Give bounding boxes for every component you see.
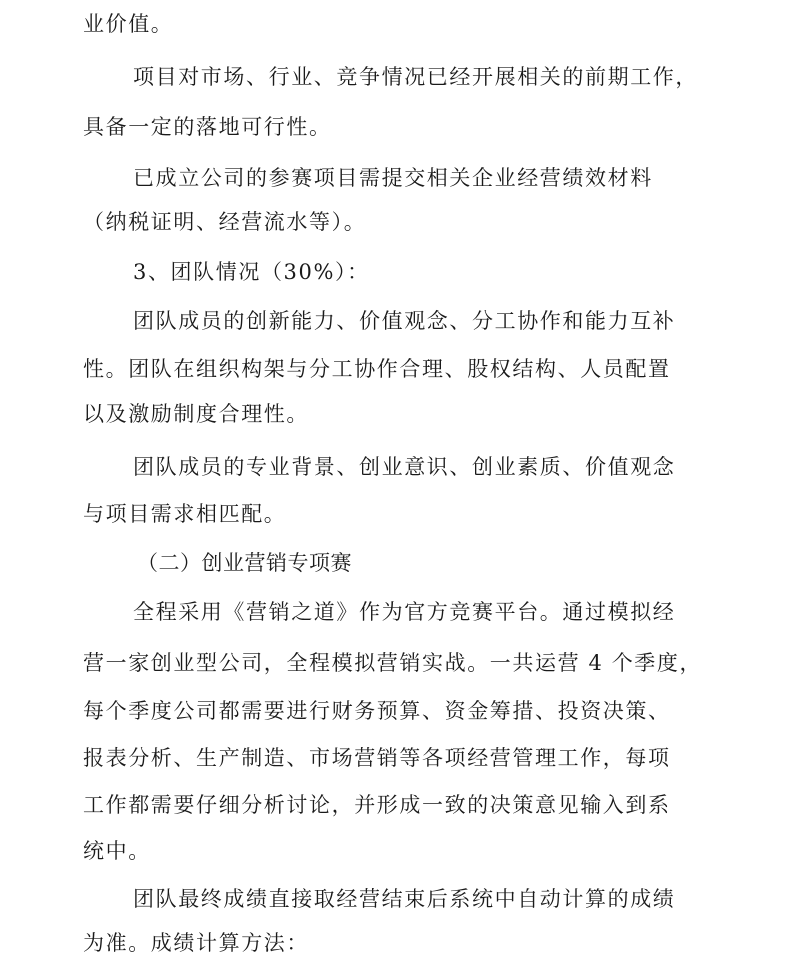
text-line: 统中。: [83, 839, 151, 863]
section-heading: 3、团队情况（30%）：: [133, 260, 370, 284]
text-line: 具备一定的落地可行性。: [83, 115, 332, 139]
text-line: 与项目需求相匹配。: [83, 502, 287, 526]
text-line: 为准。成绩计算方法：: [83, 931, 309, 955]
text-line: 全程采用《营销之道》作为官方竞赛平台。通过模拟经: [133, 600, 676, 624]
text-line: 每个季度公司都需要进行财务预算、资金筹措、投资决策、: [83, 699, 671, 723]
text-line: 团队最终成绩直接取经营结束后系统中自动计算的成绩: [133, 887, 676, 911]
section-heading: （二）创业营销专项赛: [137, 551, 352, 575]
text-line: 团队成员的专业背景、创业意识、创业素质、价值观念: [133, 455, 676, 479]
text-line: 已成立公司的参赛项目需提交相关企业经营绩效材料: [133, 166, 653, 190]
text-line: 营一家创业型公司，全程模拟营销实战。一共运营 4 个季度，: [83, 651, 703, 675]
text-line: 性。团队在组织构架与分工协作合理、股权结构、人员配置: [83, 357, 671, 381]
text-line: 业价值。: [83, 12, 174, 36]
text-line: （纳税证明、经营流水等）。: [83, 210, 367, 234]
text-line: 团队成员的创新能力、价值观念、分工协作和能力互补: [133, 309, 676, 333]
text-line: 项目对市场、行业、竞争情况已经开展相关的前期工作，: [133, 65, 698, 89]
text-line: 报表分析、生产制造、市场营销等各项经营管理工作，每项: [83, 746, 671, 770]
text-line: 以及激励制度合理性。: [83, 402, 309, 426]
text-line: 工作都需要仔细分析讨论，并形成一致的决策意见输入到系: [83, 793, 671, 817]
